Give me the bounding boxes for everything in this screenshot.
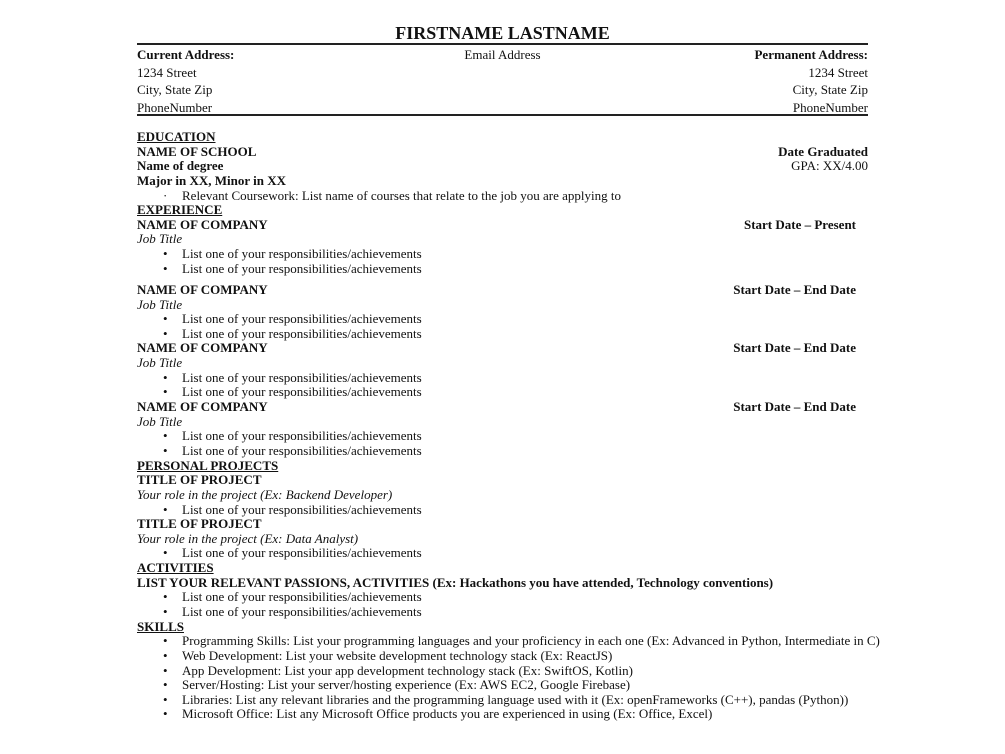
job-dates: Start Date – End Date [733, 399, 856, 415]
job-company [137, 283, 868, 298]
job-title: Job Title [137, 231, 183, 247]
project-title: TITLE OF PROJECT [137, 516, 262, 532]
skill-web: • Web Development: List your website development technology stack (Ex: ReactJS) [137, 649, 868, 664]
job-company [137, 218, 868, 233]
activity-bullet: • List one of your responsibilities/achievements [137, 605, 868, 620]
job-title: Job Title [137, 413, 183, 429]
job-title: Job Title [137, 296, 183, 312]
job-dates: Start Date – Present [743, 216, 856, 232]
header-top-rule [137, 43, 868, 45]
header-bottom-rule [137, 114, 868, 116]
skill-office: • Microsoft Office: List any Microsoft Office products you are experienced in using (Ex: Office, Excel) [137, 707, 868, 722]
current-address-label: Current Address: [137, 47, 235, 62]
date-graduated: Date Graduated [778, 143, 868, 159]
permanent-address-label: Permanent Address: [754, 47, 868, 62]
job-company [137, 400, 868, 415]
project-bullet: • List one of your responsibilities/achievements [137, 546, 868, 561]
job-bullet: • List one of your responsibilities/achievements [137, 385, 868, 400]
job-bullet: • List one of your responsibilities/achievements [137, 327, 868, 342]
school-name [137, 145, 868, 160]
current-city: City, State Zip [137, 82, 213, 97]
current-phone: PhoneNumber [137, 99, 213, 115]
project-bullet: • List one of your responsibilities/achievements [137, 503, 868, 518]
email-address: Email Address [464, 47, 541, 62]
header-row-phone [137, 99, 868, 116]
permanent-city: City, State Zip [792, 82, 868, 97]
coursework-item: · Relevant Coursework: List name of courses that relate to the job you are applying to [137, 189, 868, 204]
resume-name: FIRSTNAME LASTNAME [395, 23, 610, 43]
school-name-text: NAME OF SCHOOL [137, 143, 257, 159]
header-row-street [137, 64, 868, 81]
project-role: Your role in the project (Ex: Data Analyst) [137, 530, 359, 546]
job-bullet: • List one of your responsibilities/achievements [137, 429, 868, 444]
activities-title: LIST YOUR RELEVANT PASSIONS, ACTIVITIES (Ex: Hackathons you have attended, Technology conventions) [137, 574, 774, 590]
skill-app: • App Development: List your app development technology stack (Ex: SwiftOS, Kotlin) [137, 664, 868, 679]
job-dates: Start Date – End Date [733, 340, 856, 356]
permanent-street: 1234 Street [808, 64, 868, 80]
degree-name: Name of degree [137, 158, 224, 174]
job-bullet: • List one of your responsibilities/achievements [137, 262, 868, 277]
major-minor: Major in XX, Minor in XX [137, 172, 287, 188]
skill-libraries: • Libraries: List any relevant libraries and the programming language used with it (Ex: openFrameworks (C++), pandas (Python)) [137, 693, 868, 708]
gpa: GPA: XX/4.00 [791, 158, 868, 174]
company-name: NAME OF COMPANY [137, 216, 268, 232]
job-bullet: • List one of your responsibilities/achievements [137, 371, 868, 386]
experience-heading: EXPERIENCE [137, 202, 223, 218]
header-row-city [137, 81, 868, 98]
company-name: NAME OF COMPANY [137, 340, 268, 356]
activity-bullet: • List one of your responsibilities/achievements [137, 590, 868, 605]
skills-heading: SKILLS [137, 618, 184, 634]
header-row-labels [137, 46, 868, 63]
company-name: NAME OF COMPANY [137, 281, 268, 297]
job-title: Job Title [137, 355, 183, 371]
job-bullet: • List one of your responsibilities/achievements [137, 247, 868, 262]
project-title: TITLE OF PROJECT [137, 472, 262, 488]
project-role: Your role in the project (Ex: Backend Developer) [137, 486, 393, 502]
activities-heading: ACTIVITIES [137, 560, 214, 576]
degree-row [137, 159, 868, 174]
resume-body [137, 129, 880, 722]
job-dates: Start Date – End Date [733, 281, 856, 297]
job-bullet: • List one of your responsibilities/achievements [137, 312, 868, 327]
skill-programming: • Programming Skills: List your programming languages and your proficiency in each one (Ex: Advanced in Python, Intermediate in C) [137, 634, 868, 649]
projects-heading: PERSONAL PROJECTS [137, 457, 279, 473]
skill-server: • Server/Hosting: List your server/hosting experience (Ex: AWS EC2, Google Firebase) [137, 678, 868, 693]
current-street: 1234 Street [137, 64, 197, 80]
job-bullet: • List one of your responsibilities/achievements [137, 444, 868, 459]
education-heading: EDUCATION [137, 129, 216, 144]
company-name: NAME OF COMPANY [137, 399, 268, 415]
job-company [137, 341, 868, 356]
permanent-phone: PhoneNumber [792, 99, 868, 115]
